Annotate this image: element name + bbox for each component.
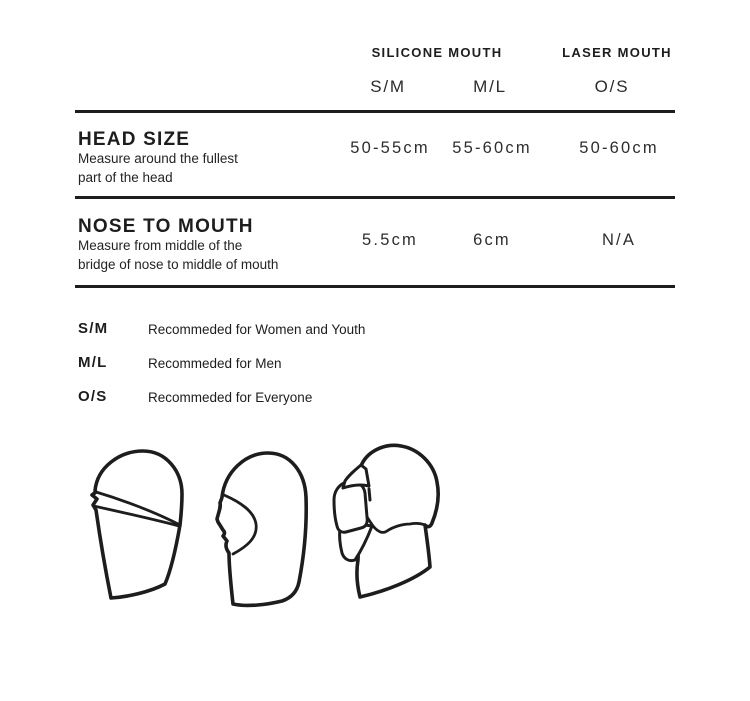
legend-text-ml: Recommeded for Men bbox=[148, 356, 282, 371]
cell-nose-to-mouth-sm: 5.5cm bbox=[362, 231, 418, 249]
table-divider-top bbox=[75, 110, 675, 113]
cell-head-size-sm: 50-55cm bbox=[350, 139, 430, 157]
row-description-line: Measure around the fullest bbox=[78, 151, 238, 166]
row-description-line: bridge of nose to middle of mouth bbox=[78, 257, 279, 272]
size-header-os: O/S bbox=[594, 77, 630, 96]
row-description-line: Measure from middle of the bbox=[78, 238, 243, 253]
balaclava-full-coverage-illustration bbox=[85, 448, 190, 613]
eye-goggle-panel bbox=[334, 483, 367, 532]
balaclava-mouthpiece-svg bbox=[330, 440, 445, 610]
size-header-ml: M/L bbox=[473, 77, 507, 96]
legend-size-ml: M/L bbox=[78, 354, 108, 371]
row-description-head-size bbox=[78, 149, 238, 187]
row-title-head-size: HEAD SIZE bbox=[78, 129, 191, 150]
legend-text-sm: Recommeded for Women and Youth bbox=[148, 322, 366, 337]
table-divider-bottom bbox=[75, 285, 675, 288]
head-outline bbox=[217, 453, 306, 605]
row-description-line: part of the head bbox=[78, 170, 173, 185]
group-header-laser-mouth: LASER MOUTH bbox=[562, 45, 672, 60]
balaclava-open-face-svg bbox=[212, 448, 312, 608]
size-header-sm: S/M bbox=[370, 77, 406, 96]
cell-head-size-ml: 55-60cm bbox=[452, 139, 532, 157]
balaclava-mouthpiece-illustration bbox=[330, 440, 445, 615]
legend-text-os: Recommeded for Everyone bbox=[148, 390, 313, 405]
cell-nose-to-mouth-os: N/A bbox=[601, 231, 637, 249]
cell-head-size-os: 50-60cm bbox=[579, 139, 659, 157]
temple-notch-line bbox=[369, 489, 370, 500]
legend-size-sm: S/M bbox=[78, 320, 109, 337]
table-divider-middle bbox=[75, 196, 675, 199]
brow-band-panel bbox=[343, 465, 369, 488]
row-description-nose-to-mouth bbox=[78, 236, 278, 274]
cell-nose-to-mouth-ml: 6cm bbox=[473, 231, 511, 249]
legend-size-os: O/S bbox=[78, 388, 108, 405]
row-title-nose-to-mouth: NOSE TO MOUTH bbox=[78, 216, 254, 237]
balaclava-full-coverage-svg bbox=[85, 448, 190, 608]
balaclava-open-face-illustration bbox=[212, 448, 312, 613]
group-header-silicone-mouth: SILICONE MOUTH bbox=[371, 45, 503, 60]
